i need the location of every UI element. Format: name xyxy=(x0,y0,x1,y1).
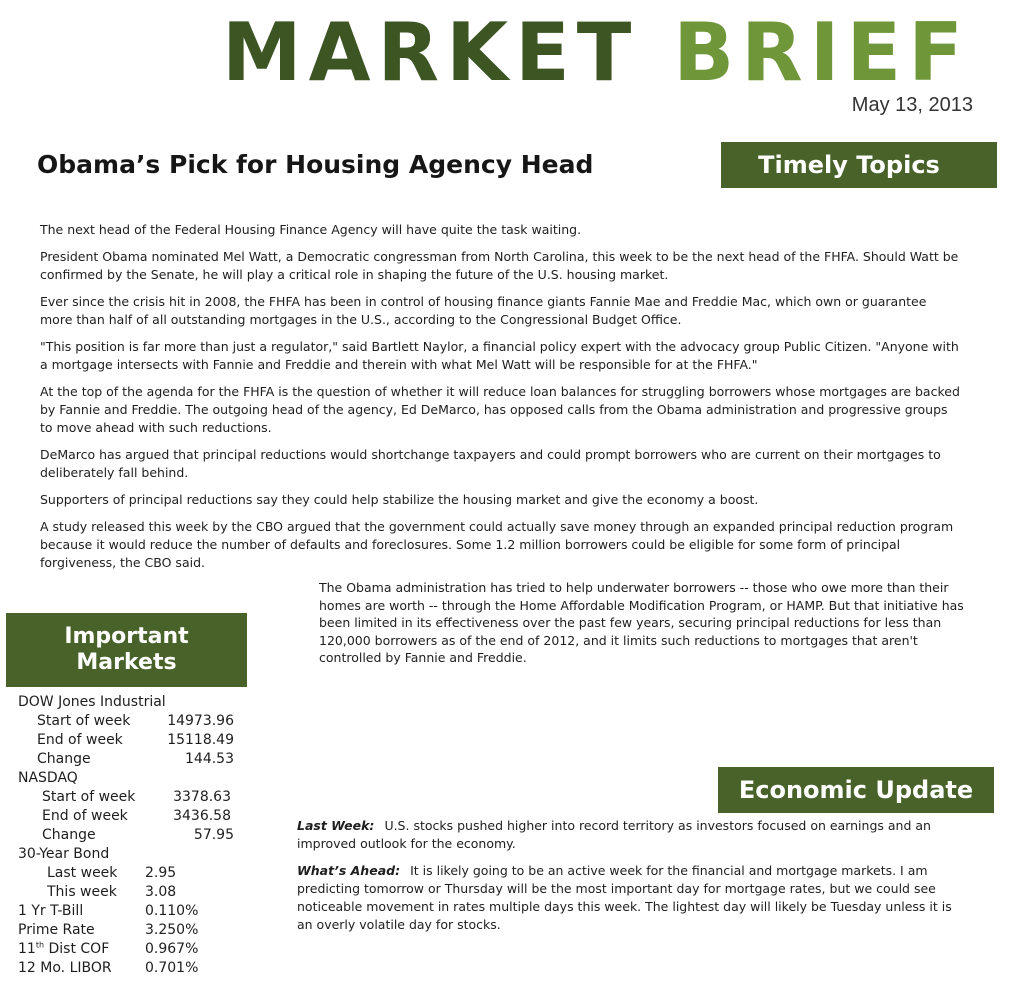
bond-row xyxy=(18,845,248,864)
article-paragraph: At the top of the agenda for the FHFA is the question of whether it will reduce loan balances for struggling borrowers whose mortgages are backed by Fannie and Freddie. The outgoing head of the agency, Ed DeMarco, has opposed calls from the Obama administration and progressive groups to move ahead with such reductions. xyxy=(40,384,960,435)
bond-last-value: 2.95 xyxy=(145,865,177,881)
prime-row xyxy=(18,921,248,940)
dow-start-label: Start of week xyxy=(37,713,131,729)
economic-update-header: Economic Update xyxy=(718,767,994,813)
issue-date: May 13, 2013 xyxy=(851,94,973,116)
dow-end-value: 15118.49 xyxy=(167,732,234,748)
cof-label: 11th Dist COF xyxy=(18,940,110,957)
article-paragraph: Supporters of principal reductions say they could help stabilize the housing market and give the economy a boost. xyxy=(40,492,759,507)
nasdaq-row xyxy=(18,769,248,788)
nasdaq-start-value: 3378.63 xyxy=(173,789,231,805)
masthead-word-brief: BRIEF xyxy=(673,6,970,99)
article-continuation: The Obama administration has tried to help underwater borrowers -- those who owe more than their homes are worth -- through the Home Affordable Modification Program, or HAMP. But that initiative has been limited in its effectiveness over the past few years, securing principal reductions for less than 120,000 borrowers as of the end of 2012, and it limits such reductions to mortgages that aren't controlled by Fannie and Freddie. xyxy=(319,580,964,665)
libor-value: 0.701% xyxy=(145,960,199,976)
bond-this-value: 3.08 xyxy=(145,884,177,900)
whats-ahead-text: It is likely going to be an active week for the financial and mortgage markets. I am predicting tomorrow or Thursday will be the most important day for mortgage rates, but we could see noticeable movement in rates multiple days this week. The lightest day will likely be Tuesday unless it is an overly volatile day for stocks. xyxy=(297,863,952,932)
dow-start-row xyxy=(18,712,248,731)
dow-change-row xyxy=(18,750,248,769)
masthead-word-market: MARKET xyxy=(222,6,639,99)
nasdaq-change-value: 57.95 xyxy=(193,827,234,843)
bond-last-label: Last week xyxy=(47,865,118,881)
cof-value: 0.967% xyxy=(145,941,199,957)
article-body xyxy=(40,221,960,581)
article-paragraph: The next head of the Federal Housing Finance Agency will have quite the task waiting. xyxy=(40,222,582,237)
libor-row xyxy=(18,959,248,978)
article-paragraph: Ever since the crisis hit in 2008, the FHFA has been in control of housing finance giants Fannie Mae and Freddie Mac, which own or guarantee more than half of all outstanding mortgages in the U.S., according to the Congressional Budget Office. xyxy=(40,294,927,327)
markets-header-line2: Markets xyxy=(76,650,177,675)
prime-label: Prime Rate xyxy=(18,922,95,938)
bond-label: 30-Year Bond xyxy=(18,846,110,862)
dow-row xyxy=(18,693,248,712)
prime-value: 3.250% xyxy=(145,922,199,938)
nasdaq-start-label: Start of week xyxy=(42,789,136,805)
nasdaq-change-row xyxy=(18,826,248,845)
markets-header-line1: Important xyxy=(64,624,189,649)
nasdaq-start-row xyxy=(18,788,248,807)
last-week-label: Last Week: xyxy=(297,818,375,833)
article-paragraph: A study released this week by the CBO argued that the government could actually save money through an expanded principal reduction program because it would reduce the number of defaults and foreclosures. Some 1.2 million borrowers could be eligible for some form of principal forgiveness, the CBO said. xyxy=(40,519,954,570)
nasdaq-end-value: 3436.58 xyxy=(173,808,231,824)
dow-end-label: End of week xyxy=(37,732,123,748)
bond-last-row xyxy=(18,864,248,883)
libor-label: 12 Mo. LIBOR xyxy=(18,960,112,976)
tbill-value: 0.110% xyxy=(145,903,199,919)
article-paragraph: President Obama nominated Mel Watt, a Democratic congressman from North Carolina, this week to be the next head of the FHFA. Should Watt be confirmed by the Senate, he will play a critical role in shaping the future of the U.S. housing market. xyxy=(40,249,959,282)
last-week-paragraph xyxy=(297,817,957,853)
nasdaq-end-label: End of week xyxy=(42,808,128,824)
whats-ahead-paragraph xyxy=(297,862,957,934)
masthead-title xyxy=(222,8,970,98)
markets-table xyxy=(18,693,248,978)
bond-this-label: This week xyxy=(47,884,117,900)
dow-change-value: 144.53 xyxy=(185,751,234,767)
tbill-row xyxy=(18,902,248,921)
timely-topics-header: Timely Topics xyxy=(721,142,997,188)
tbill-label: 1 Yr T-Bill xyxy=(18,903,84,919)
bond-this-row xyxy=(18,883,248,902)
article-paragraph: "This position is far more than just a regulator," said Bartlett Naylor, a financial policy expert with the advocacy group Public Citizen. "Anyone with a mortgage intersects with Fannie and Freddie and therein with what Mel Watt will be responsible for at the FHFA." xyxy=(40,339,959,372)
article-headline: Obama’s Pick for Housing Agency Head xyxy=(37,150,594,179)
economic-update-body xyxy=(297,817,957,943)
nasdaq-change-label: Change xyxy=(42,827,96,843)
article-paragraph: DeMarco has argued that principal reductions would shortchange taxpayers and could prompt borrowers who are current on their mortgages to deliberately fall behind. xyxy=(40,447,941,480)
dow-label: DOW Jones Industrial xyxy=(18,694,166,710)
dow-end-row xyxy=(18,731,248,750)
last-week-text: U.S. stocks pushed higher into record territory as investors focused on earnings and an improved outlook for the economy. xyxy=(297,818,931,851)
nasdaq-label: NASDAQ xyxy=(18,770,78,786)
whats-ahead-label: What’s Ahead: xyxy=(297,863,401,878)
nasdaq-end-row xyxy=(18,807,248,826)
important-markets-header xyxy=(6,613,247,687)
cof-row xyxy=(18,940,248,959)
dow-change-label: Change xyxy=(37,751,91,767)
dow-start-value: 14973.96 xyxy=(167,713,234,729)
